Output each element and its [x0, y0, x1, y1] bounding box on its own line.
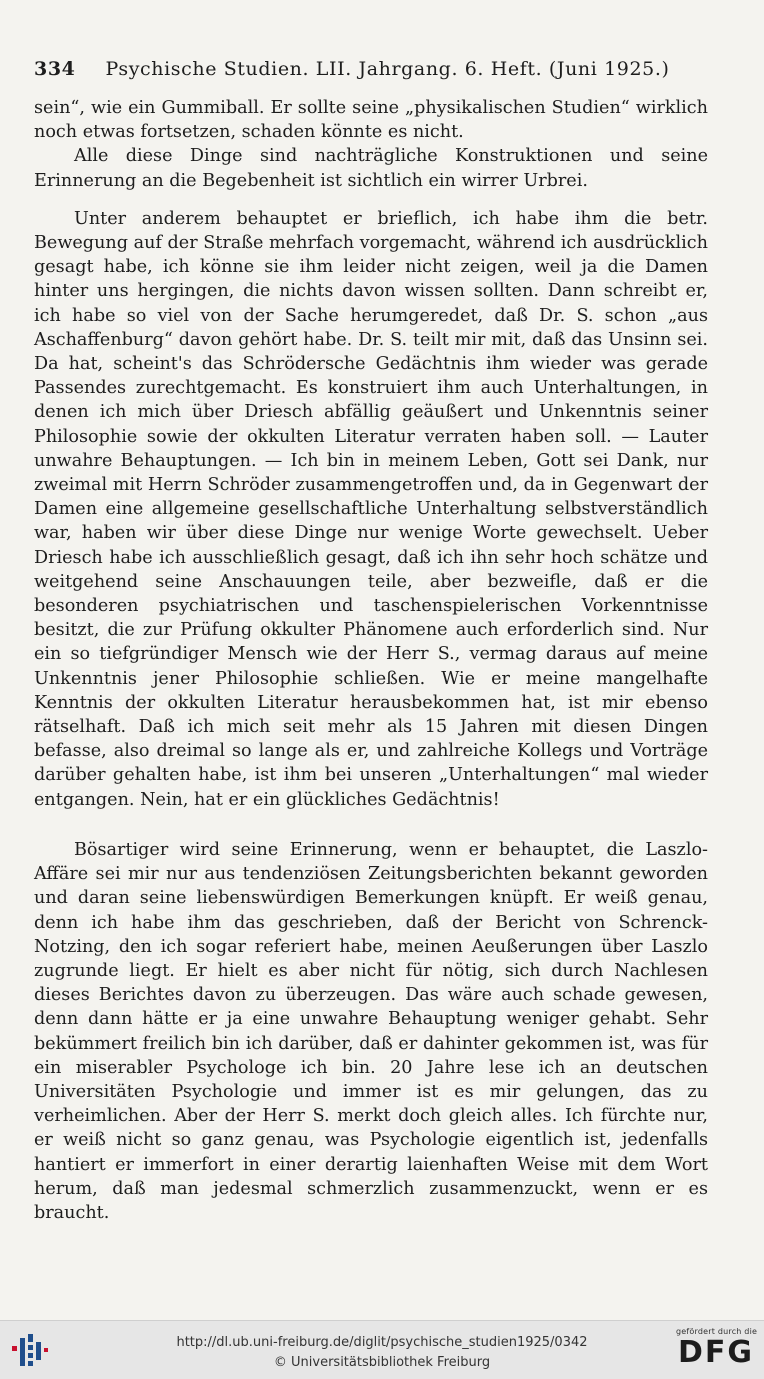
- viewer-footer: [0, 1320, 764, 1379]
- copyright-notice: © Universitätsbibliothek Freiburg: [273, 1355, 491, 1370]
- sponsor-caption: gefördert durch die: [676, 1327, 758, 1336]
- page-url-link[interactable]: http://dl.ub.uni-freiburg.de/diglit/psychische_studien1925/0342: [176, 1335, 588, 1350]
- paragraph-2: Alle diese Dinge sind nachträgliche Konstruktionen und seine Erinnerung an die Begebenheit ist sichtlich ein wirrer Urbrei.: [34, 146, 708, 191]
- running-head: [34, 58, 724, 80]
- paragraph-3: Unter anderem behauptet er brieflich, ich habe ihm die betr. Bewegung auf der Straße mehrfach vorgemacht, während ich ausdrücklich gesagt habe, ich könne sie ihm leider nicht zeigen, weil ja die Damen hinter uns hergingen, die nichts davon wissen sollten. Dann schreibt er, ich habe so viel von der Sache herumgeredet, daß Dr. S. schon „aus Aschaffenburg“ davon gehört habe. Dr. S. teilt mir mit, daß das Unsinn sei. Da hat, scheint's das Schrödersche Gedächtnis ihm wieder was gerade Passendes zurechtgemacht. Es konstruiert ihm auch Unterhaltungen, in denen ich mich über Driesch abfällig geäußert und Unkenntnis seiner Philosophie sowie der okkulten Literatur verraten haben soll. — Lauter unwahre Behauptungen. — Ich bin in meinem Leben, Gott sei Dank, nur zweimal mit Herrn Schröder zusammengetroffen und, da in Gegenwart der Damen eine allgemeine gesellschaftliche Unterhaltung selbstverständlich war, haben wir über diese Dinge nur wenige Worte gewechselt. Ueber Driesch habe ich ausschließlich gesagt, daß ich ihn sehr hoch schätze und weitgehend seine Anschauungen teile, aber bezweifle, daß er die besonderen psychiatrischen und taschenspielerischen Vorkenntnisse besitzt, die zur Prüfung okkulter Phänomene auch erforderlich sind. Nur ein so tiefgründiger Mensch wie der Herr S., vermag daraus auf meine Unkenntnis jener Philosophie schließen. Wie er meine mangelhafte Kenntnis der okkulten Literatur herausbekommen hat, ist mir ebenso rätselhaft. Daß ich mich seit mehr als 15 Jahren mit diesen Dingen befasse, also dreimal so lange als er, und zahlreiche Kollegs und Vorträge darüber gehalten habe, ist ihm bei unseren „Unterhaltungen“ mal wieder entgangen. Nein, hat er ein glückliches Gedächtnis!: [34, 208, 708, 810]
- dfg-logo: [676, 1327, 756, 1375]
- body-text: [34, 96, 708, 1225]
- running-title: Psychische Studien. LII. Jahrgang. 6. Heft. (Juni 1925.): [105, 58, 670, 80]
- page-number: 334: [34, 58, 76, 80]
- paragraph-4: Bösartiger wird seine Erinnerung, wenn er behauptet, die Laszlo-Affäre sei mir nur aus tendenziösen Zeitungsberichten bekannt geworden und daran seine liebenswürdigen Bemerkungen knüpft. Er weiß genau, denn ich habe ihm das geschrieben, daß der Bericht von Schrenck-Notzing, den ich sogar referiert habe, meinen Aeußerungen über Laszlo zugrunde liegt. Er hielt es aber nicht für nötig, sich durch Nachlesen dieses Berichtes davon zu überzeugen. Das wäre auch schade gewesen, denn dann hätte er ja eine unwahre Behauptung weniger gehabt. Sehr bekümmert freilich bin ich darüber, daß er dahinter gekommen ist, was für ein miserabler Psychologe ich bin. 20 Jahre lese ich an deutschen Universitäten Psychologie und immer ist es mir gelungen, das zu verheimlichen. Aber der Herr S. merkt doch gleich alles. Ich fürchte nur, er weiß nicht so ganz genau, was Psychologie eigentlich ist, jedenfalls hantiert er immerfort in einer derartig laienhaften Weise mit dem Wort herum, daß man jedesmal schmerzlich zusammenzuckt, wenn er es braucht.: [34, 839, 708, 1223]
- paragraph-1: sein“, wie ein Gummiball. Er sollte seine „physikalischen Studien“ wirklich noch etwas fortsetzen, schaden könnte es nicht.: [34, 98, 708, 143]
- dfg-logo-text: DFG: [677, 1335, 755, 1370]
